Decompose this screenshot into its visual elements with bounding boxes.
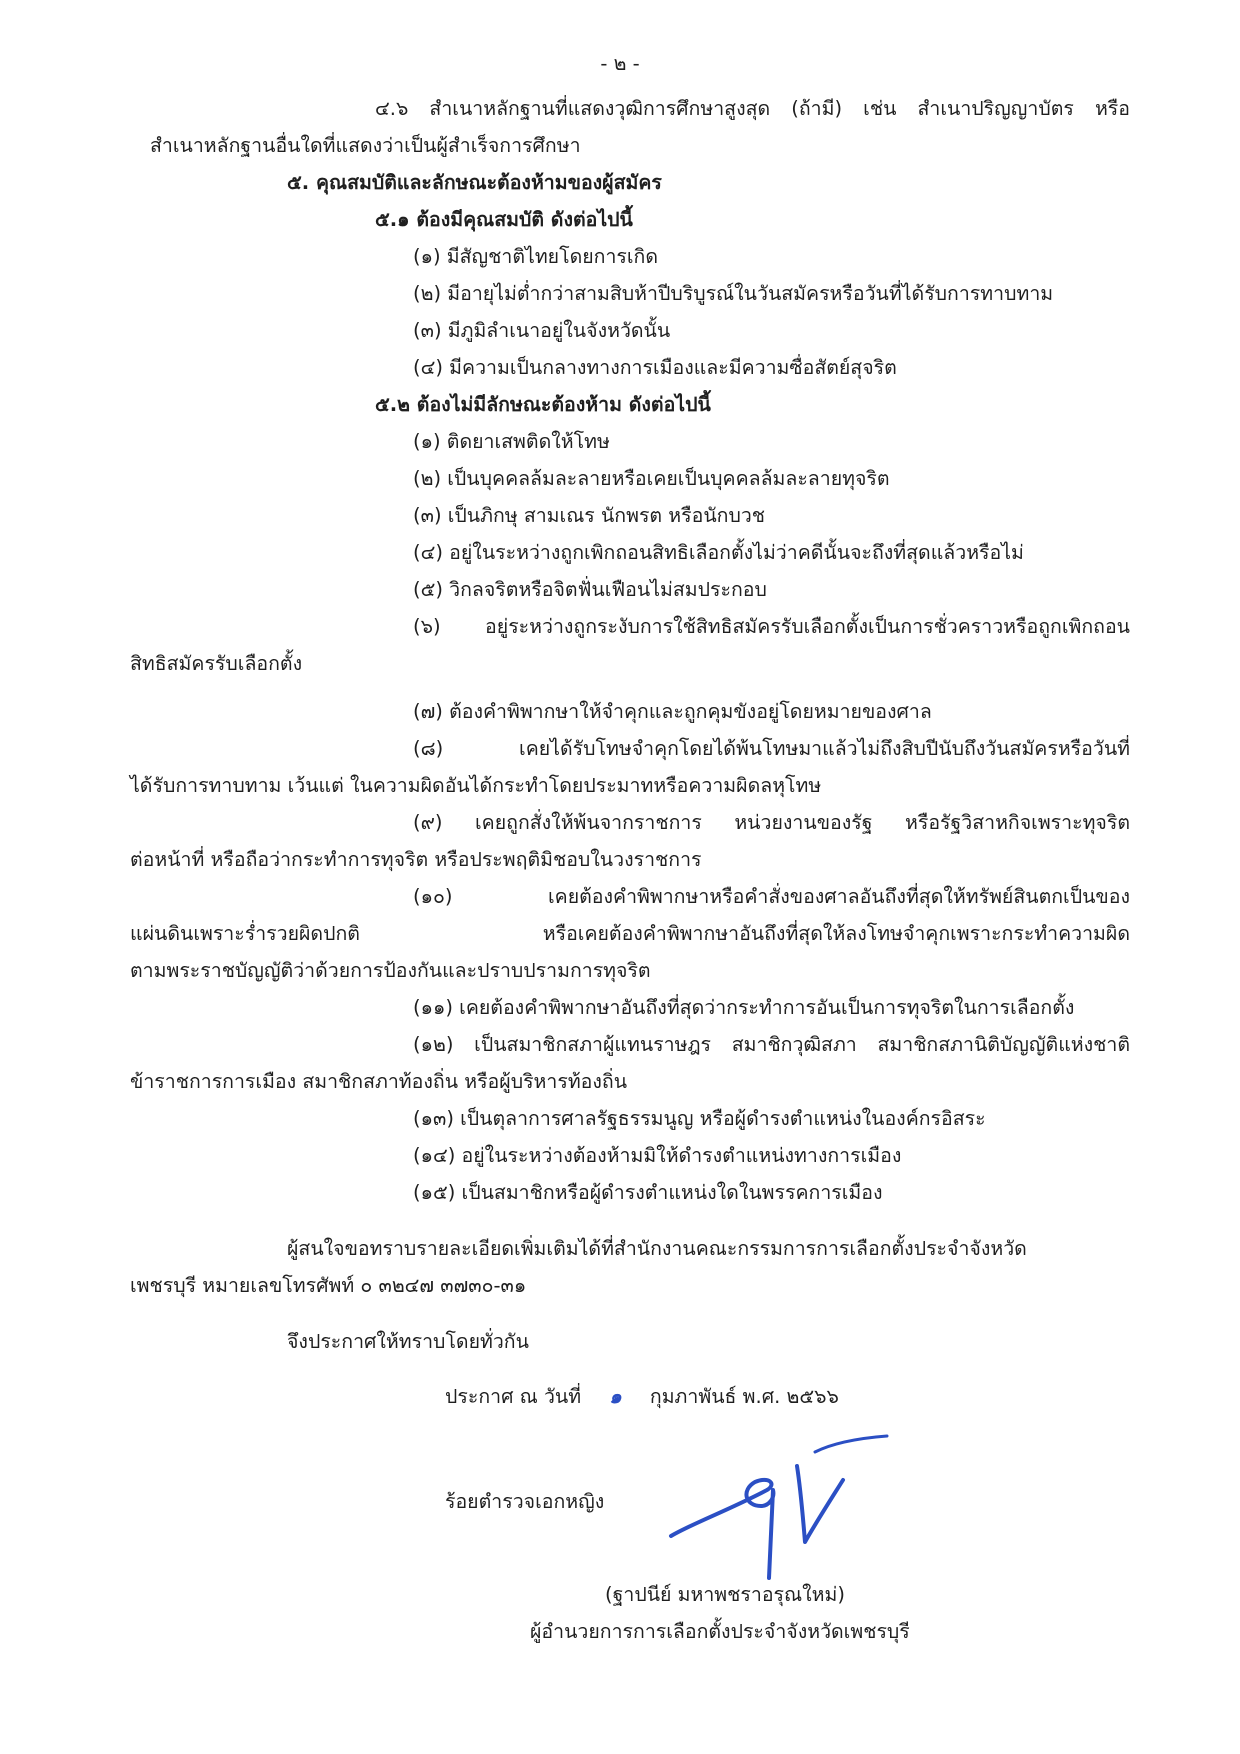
contact-line2: เพชรบุรี หมายเลขโทรศัพท์ ๐ ๓๒๔๗ ๓๗๓๐-๓๑ <box>130 1274 527 1297</box>
list-item: (๓) มีภูมิลำเนาอยู่ในจังหวัดนั้น <box>413 319 671 342</box>
page-number: - ๒ - <box>600 52 640 75</box>
date-month-year: กุมภาพันธ์ พ.ศ. ๒๕๖๖ <box>649 1385 839 1408</box>
date-day: ๑ <box>609 1385 622 1408</box>
announcement-date <box>445 1383 839 1411</box>
list-item: (๑๕) เป็นสมาชิกหรือผู้ดำรงตำแหน่งใดในพรรคการเมือง <box>413 1181 883 1204</box>
section-5-1-heading: ๕.๑ ต้องมีคุณสมบัติ ดังต่อไปนี้ <box>375 208 633 231</box>
item-4-6-line2: สำเนาหลักฐานอื่นใดที่แสดงว่าเป็นผู้สำเร็จการศึกษา <box>150 134 581 157</box>
list-item: (๑๐) เคยต้องคำพิพากษาหรือคำสั่งของศาลอันถึงที่สุดให้ทรัพย์สินตกเป็นของ <box>413 885 1130 908</box>
list-item: (๒) มีอายุไม่ต่ำกว่าสามสิบห้าปีบริบูรณ์ในวันสมัครหรือวันที่ได้รับการทาบทาม <box>413 282 1054 305</box>
list-item: (๙) เคยถูกสั่งให้พ้นจากราชการ หน่วยงานของรัฐ หรือรัฐวิสาหกิจเพราะทุจริต <box>413 811 1130 834</box>
list-item: (๑๓) เป็นตุลาการศาลรัฐธรรมนูญ หรือผู้ดำรงตำแหน่งในองค์กรอิสระ <box>413 1107 986 1130</box>
list-item-continuation: ได้รับการทาบทาม เว้นแต่ ในความผิดอันได้กระทำโดยประมาทหรือความผิดลหุโทษ <box>130 774 822 797</box>
list-item: (๔) มีความเป็นกลางทางการเมืองและมีความซื่อสัตย์สุจริต <box>413 356 897 379</box>
list-item-continuation: แผ่นดินเพราะร่ำรวยผิดปกติ หรือเคยต้องคำพิพากษาอันถึงที่สุดให้ลงโทษจำคุกเพราะกระทำความผิด <box>130 922 1130 945</box>
list-item-continuation: สิทธิสมัครรับเลือกตั้ง <box>130 652 303 675</box>
list-item: (๑๒) เป็นสมาชิกสภาผู้แทนราษฎร สมาชิกวุฒิสภา สมาชิกสภานิติบัญญัติแห่งชาติ <box>413 1033 1130 1056</box>
section-5-2-heading: ๕.๒ ต้องไม่มีลักษณะต้องห้าม ดังต่อไปนี้ <box>375 393 711 416</box>
list-item: (๕) วิกลจริตหรือจิตฟั่นเฟือนไม่สมประกอบ <box>413 578 767 601</box>
list-item: (๓) เป็นภิกษุ สามเณร นักพรต หรือนักบวช <box>413 504 766 527</box>
closing-statement: จึงประกาศให้ทราบโดยทั่วกัน <box>287 1330 529 1353</box>
list-item: (๒) เป็นบุคคลล้มละลายหรือเคยเป็นบุคคลล้มละลายทุจริต <box>413 467 890 490</box>
section-5-heading: ๕. คุณสมบัติและลักษณะต้องห้ามของผู้สมัคร <box>287 171 662 194</box>
list-item: (๗) ต้องคำพิพากษาให้จำคุกและถูกคุมขังอยู่โดยหมายของศาล <box>413 700 932 723</box>
list-item-continuation: ตามพระราชบัญญัติว่าด้วยการป้องกันและปราบปรามการทุจริต <box>130 959 651 982</box>
list-item: (๑๑) เคยต้องคำพิพากษาอันถึงที่สุดว่ากระทำการอันเป็นการทุจริตในการเลือกตั้ง <box>413 996 1075 1019</box>
item-4-6-line1: ๔.๖ สำเนาหลักฐานที่แสดงวุฒิการศึกษาสูงสุด (ถ้ามี) เช่น สำเนาปริญญาบัตร หรือ <box>375 97 1130 120</box>
list-item: (๔) อยู่ในระหว่างถูกเพิกถอนสิทธิเลือกตั้งไม่ว่าคดีนั้นจะถึงที่สุดแล้วหรือไม่ <box>413 541 1024 564</box>
date-prefix: ประกาศ ณ วันที่ <box>445 1385 582 1408</box>
signatory-rank: ร้อยตำรวจเอกหญิง <box>445 1490 605 1513</box>
list-item: (๑) ติดยาเสพติดให้โทษ <box>413 430 610 453</box>
list-item: (๘) เคยได้รับโทษจำคุกโดยได้พ้นโทษมาแล้วไม่ถึงสิบปีนับถึงวันสมัครหรือวันที่ <box>413 737 1130 760</box>
list-item: (๑) มีสัญชาติไทยโดยการเกิด <box>413 245 659 268</box>
list-item: (๑๔) อยู่ในระหว่างต้องห้ามมิให้ดำรงตำแหน่งทางการเมือง <box>413 1144 902 1167</box>
contact-line1: ผู้สนใจขอทราบรายละเอียดเพิ่มเติมได้ที่สำนักงานคณะกรรมการการเลือกตั้งประจำจังหวัด <box>287 1237 1027 1260</box>
list-item-continuation: ต่อหน้าที่ หรือถือว่ากระทำการทุจริต หรือประพฤติมิชอบในวงราชการ <box>130 848 702 871</box>
list-item: (๖) อยู่ระหว่างถูกระงับการใช้สิทธิสมัครรับเลือกตั้งเป็นการชั่วคราวหรือถูกเพิกถอน <box>413 615 1130 638</box>
list-item-continuation: ข้าราชการการเมือง สมาชิกสภาท้องถิ่น หรือผู้บริหารท้องถิ่น <box>130 1070 628 1093</box>
signatory-name: (ฐาปนีย์ มหาพชราอรุณใหม่) <box>605 1583 845 1606</box>
signatory-position: ผู้อำนวยการการเลือกตั้งประจำจังหวัดเพชรบุรี <box>530 1620 910 1643</box>
signature <box>665 1432 895 1587</box>
